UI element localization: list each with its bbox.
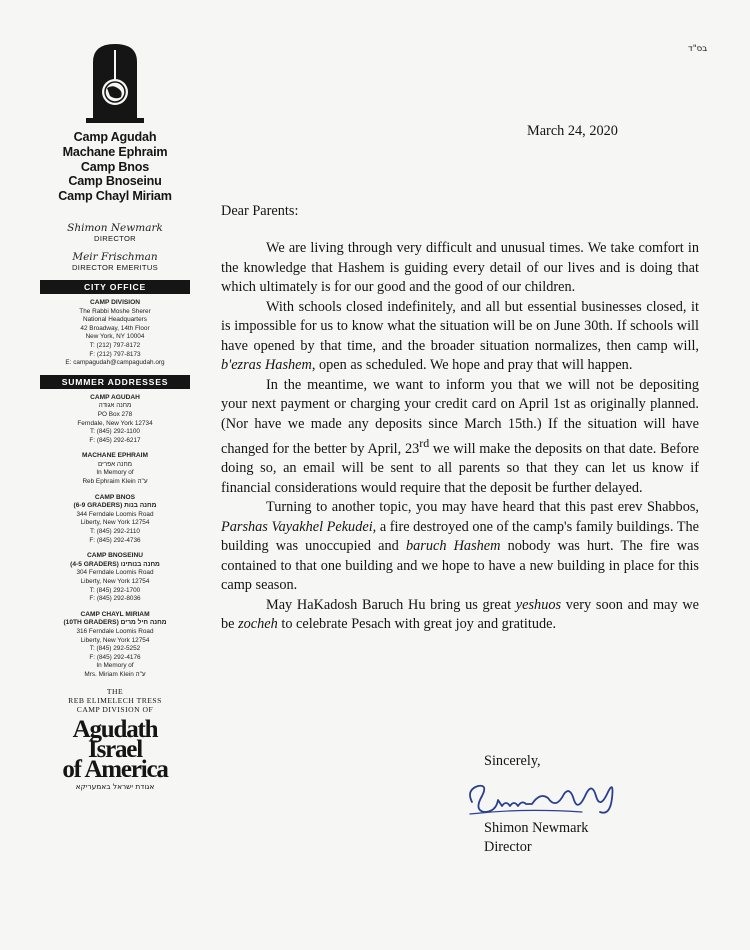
letterhead-sidebar bbox=[40, 40, 190, 791]
paragraph-text: to celebrate Pesach with great joy and gratitude. bbox=[277, 616, 557, 633]
address-line: T: (845) 292-5252 bbox=[89, 645, 141, 653]
address-line: T: (845) 292-2110 bbox=[90, 528, 140, 536]
paragraph-text: With schools closed indefinitely, and all but essential businesses closed, it is impossible for us to know what the situation will be on June 30th. If schools will have opened by that time, and the broader situation normalizes, then camp will, bbox=[221, 298, 699, 354]
address-line: National Headquarters bbox=[83, 316, 147, 324]
ordinal-suffix: rd bbox=[419, 436, 430, 450]
address-line: CAMP AGUDAH bbox=[90, 393, 140, 401]
tress-division bbox=[40, 687, 190, 714]
camp-name: Camp Agudah bbox=[73, 130, 157, 144]
paragraph bbox=[221, 596, 699, 635]
paragraph-text: we will make the deposits on that date. Before doing so, an email will be sent to all parents so that they can let us know if financial considerations would require that the deposit be further delayed. bbox=[221, 440, 699, 496]
camp-bnoseinu-address bbox=[40, 552, 190, 604]
address-line: Liberty, New York 12754 bbox=[80, 578, 150, 586]
address-line: מחנה אגודה bbox=[98, 402, 132, 410]
letter-body bbox=[221, 239, 699, 635]
tress-line: REB ELIMELECH TRESS bbox=[68, 695, 162, 705]
address-line: Mrs. Miriam Klein ע"ה bbox=[84, 670, 146, 678]
address-line: F: (845) 292-4176 bbox=[89, 653, 141, 661]
paragraph-text: open as scheduled. We hope and pray that will happen. bbox=[315, 357, 633, 373]
italic-phrase: yeshuos bbox=[515, 596, 562, 613]
paragraph-text: very soon and may we be bbox=[221, 596, 699, 633]
signer-title: Director bbox=[484, 838, 532, 855]
emeritus-title: DIRECTOR EMERITUS bbox=[72, 262, 158, 272]
italic-phrase: b'ezras Hashem, bbox=[221, 357, 316, 373]
address-line: Liberty, New York 12754 bbox=[80, 636, 150, 644]
address-line: CAMP BNOS bbox=[94, 493, 136, 501]
address-line: 344 Ferndale Loomis Road bbox=[76, 510, 154, 518]
camp-logo-icon bbox=[83, 40, 147, 124]
paragraph-text: Turning to another topic, you may have heard that this past erev Shabbos, bbox=[266, 499, 699, 516]
italic-phrase: baruch Hashem bbox=[405, 538, 501, 555]
camp-names bbox=[40, 130, 190, 204]
paragraph-text: In the meantime, we want to inform you that we will not be depositing your next payment or charging your credit card on April 1st as originally planned.(Nor have we made any deposits since March 15th.) If the situation will have changed for the better by April, 23 bbox=[221, 376, 699, 457]
address-line: PO Box 278 bbox=[97, 410, 133, 418]
paragraph bbox=[221, 498, 699, 596]
camp-name: Machane Ephraim bbox=[62, 144, 168, 159]
city-office-address bbox=[40, 299, 190, 368]
org-hebrew-name: אגודת ישראל באמעריקא bbox=[75, 781, 155, 791]
machane-ephraim-address bbox=[40, 452, 190, 486]
address-line: MACHANE EPHRAIM bbox=[82, 452, 148, 460]
signer-block bbox=[484, 819, 588, 856]
address-line: 304 Ferndale Loomis Road bbox=[76, 569, 154, 577]
paragraph-text: May HaKadosh Baruch Hu bring us great bbox=[266, 596, 516, 613]
camp-chayl-miriam-address bbox=[40, 611, 190, 680]
address-line: F: (845) 292-6217 bbox=[89, 436, 141, 444]
letter-date: March 24, 2020 bbox=[527, 123, 618, 139]
staff-list bbox=[40, 222, 190, 272]
bsd-mark: בס"ד bbox=[688, 44, 708, 54]
camp-agudah-address bbox=[40, 394, 190, 446]
address-line: (6-9 GRADERS) מחנה בנות bbox=[73, 502, 157, 510]
address-line: T: (212) 797-8172 bbox=[89, 341, 141, 349]
address-line: Reb Ephraim Klein ע"ה bbox=[82, 478, 148, 486]
address-line: In Memory of bbox=[96, 469, 134, 477]
director-signature: Shimon Newmark bbox=[67, 221, 163, 234]
address-line: New York, NY 10004 bbox=[85, 333, 145, 341]
address-line: F: (212) 797-8173 bbox=[89, 350, 141, 358]
paragraph-text: nobody was hurt. The fire was contained to that one building and we hope to have a new building in place for this camp season. bbox=[221, 538, 700, 594]
address-line: E: campagudah@campagudah.org bbox=[65, 359, 165, 367]
director-title: DIRECTOR bbox=[94, 233, 136, 243]
paragraph-text: We are living through very difficult and unusual times. We take comfort in the knowledge that Hashem is guiding every detail of our lives and is doing that which ultimately is for our good and the good of our children. bbox=[221, 240, 699, 295]
address-line: T: (845) 292-1700 bbox=[89, 586, 141, 594]
emeritus-signature: Meir Frischman bbox=[72, 250, 158, 263]
address-line: F: (845) 292-4736 bbox=[89, 536, 141, 544]
address-line: Liberty, New York 12754 bbox=[80, 519, 150, 527]
handwritten-signature bbox=[462, 772, 632, 822]
tress-line: THE bbox=[106, 686, 124, 696]
address-line: (4-5 GRADERS) מחנה בנותינו bbox=[70, 560, 160, 568]
closing: Sincerely, bbox=[484, 753, 541, 769]
address-line: Ferndale, New York 12734 bbox=[77, 419, 153, 427]
summer-addresses-bar: SUMMER ADDRESSES bbox=[40, 375, 190, 389]
address-line: (10TH GRADERS) מחנה חיל מרים bbox=[63, 619, 167, 627]
address-line: מחנה אפרים bbox=[97, 460, 133, 468]
camp-bnos-address bbox=[40, 494, 190, 546]
tress-line: CAMP DIVISION OF bbox=[76, 704, 154, 714]
italic-phrase: Parshas Vayakhel Pekudei bbox=[221, 518, 373, 535]
camp-name: Camp Chayl Miriam bbox=[58, 189, 172, 204]
org-line: Agudath bbox=[72, 715, 158, 743]
address-line: T: (845) 292-1100 bbox=[90, 428, 140, 436]
address-line: CAMP DIVISION bbox=[89, 298, 141, 306]
org-line: of America bbox=[62, 755, 168, 783]
paragraph bbox=[221, 376, 699, 499]
signer-name: Shimon Newmark bbox=[484, 820, 589, 836]
paragraph-text: , a fire destroyed one of the camp's family buildings. The building was unoccupied and bbox=[221, 518, 699, 555]
italic-phrase: zocheh bbox=[238, 616, 278, 633]
paragraph bbox=[221, 239, 699, 298]
camp-name: Camp Bnoseinu bbox=[68, 174, 162, 189]
address-line: 42 Broadway, 14th Floor bbox=[80, 324, 150, 332]
paragraph bbox=[221, 298, 699, 376]
salutation: Dear Parents: bbox=[221, 203, 299, 219]
address-line: F: (845) 292-8036 bbox=[89, 595, 141, 603]
org-line: Israel bbox=[88, 735, 142, 763]
address-line: In Memory of bbox=[96, 662, 134, 670]
camp-name: Camp Bnos bbox=[80, 159, 150, 174]
address-line: CAMP BNOSEINU bbox=[87, 552, 143, 560]
address-line: CAMP CHAYL MIRIAM bbox=[80, 610, 150, 618]
address-line: 316 Ferndale Loomis Road bbox=[76, 627, 154, 635]
agudath-israel-logo bbox=[40, 715, 190, 783]
address-line: The Rabbi Moshe Sherer bbox=[79, 307, 151, 315]
city-office-bar: CITY OFFICE bbox=[40, 280, 190, 294]
